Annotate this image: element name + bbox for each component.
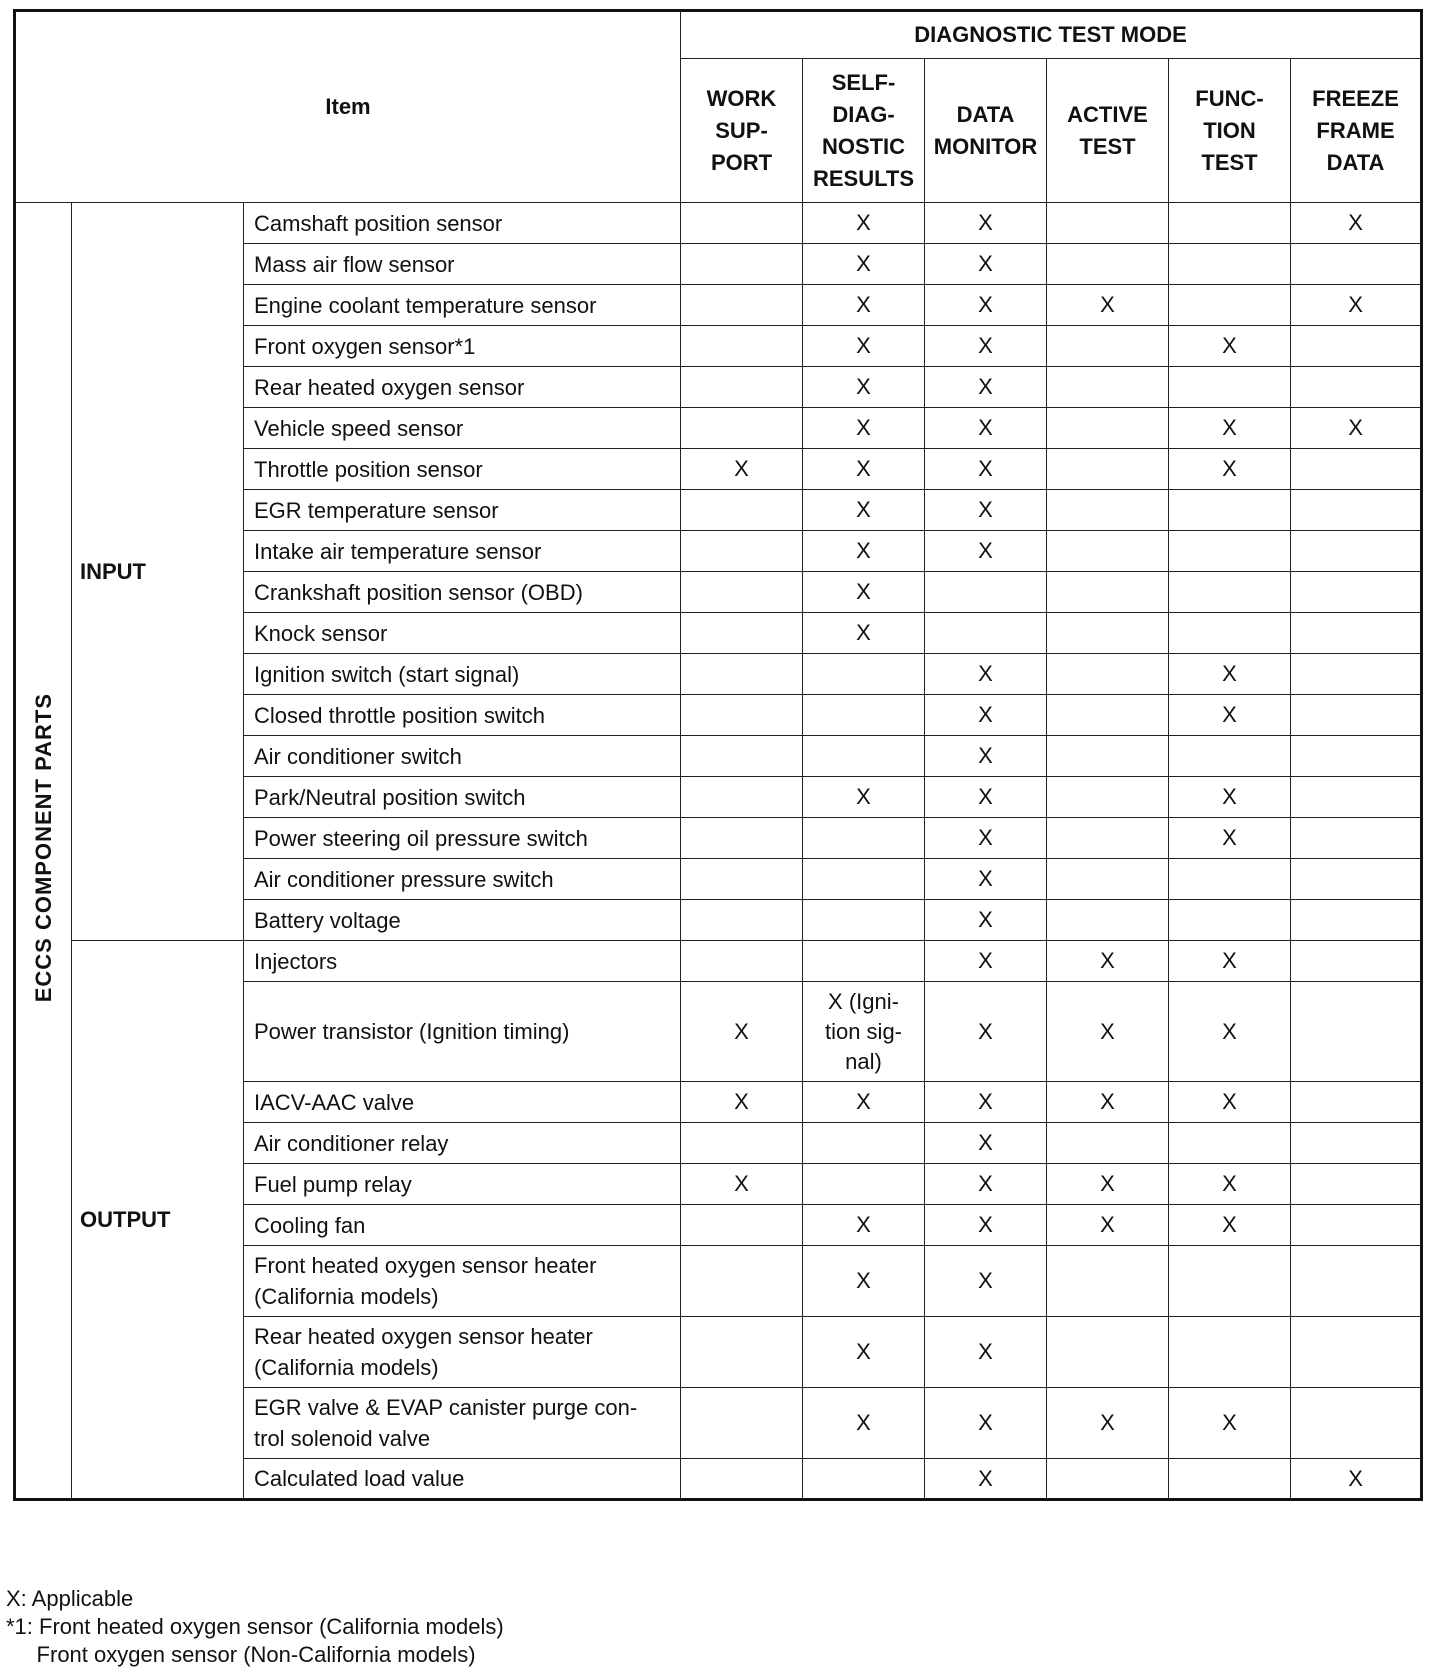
item-name: Throttle position sensor bbox=[244, 449, 681, 490]
mark-cell: X bbox=[925, 1388, 1047, 1459]
item-name: EGR valve & EVAP canister purge con- trol solenoid valve bbox=[244, 1388, 681, 1459]
group-label: ECCS COMPONENT PARTS bbox=[30, 692, 56, 1003]
column-header-line: PORT bbox=[710, 149, 773, 175]
mark-cell: X bbox=[803, 613, 925, 654]
mark-cell bbox=[1047, 613, 1169, 654]
mark-cell: X bbox=[803, 1082, 925, 1123]
item-name: Battery voltage bbox=[244, 900, 681, 941]
mark-cell bbox=[1169, 1123, 1291, 1164]
mark-cell: X bbox=[1169, 1388, 1291, 1459]
mark-cell: X bbox=[925, 244, 1047, 285]
mark-cell bbox=[681, 531, 803, 572]
mark-cell bbox=[1047, 490, 1169, 531]
column-header bbox=[925, 59, 1047, 203]
mark-cell bbox=[1169, 1317, 1291, 1388]
mark-cell bbox=[803, 1164, 925, 1205]
mark-cell bbox=[803, 654, 925, 695]
mark-cell: X bbox=[925, 203, 1047, 244]
mark-cell bbox=[803, 900, 925, 941]
mark-cell bbox=[1047, 244, 1169, 285]
mark-cell bbox=[1169, 1459, 1291, 1500]
mark-cell bbox=[681, 777, 803, 818]
diagnostic-test-mode-table bbox=[13, 9, 1423, 1501]
mark-cell bbox=[1047, 818, 1169, 859]
mark-cell bbox=[681, 941, 803, 982]
mark-cell: X bbox=[1169, 654, 1291, 695]
mark-cell bbox=[681, 408, 803, 449]
mark-cell: X bbox=[1169, 777, 1291, 818]
mark-cell bbox=[681, 859, 803, 900]
mark-cell bbox=[681, 572, 803, 613]
mark-cell bbox=[1291, 941, 1422, 982]
mark-cell: X bbox=[803, 572, 925, 613]
column-header-line: ACTIVE bbox=[1067, 101, 1148, 127]
mark-cell: X bbox=[803, 490, 925, 531]
mark-cell bbox=[803, 736, 925, 777]
mark-cell bbox=[1291, 777, 1422, 818]
item-name: Air conditioner relay bbox=[244, 1123, 681, 1164]
column-header bbox=[681, 59, 803, 203]
column-header-line: TEST bbox=[1079, 133, 1136, 159]
column-header-line: DATA bbox=[1326, 149, 1385, 175]
mark-cell bbox=[1047, 531, 1169, 572]
mark-cell: X bbox=[925, 490, 1047, 531]
mark-cell bbox=[1169, 613, 1291, 654]
mark-cell bbox=[681, 1123, 803, 1164]
column-header bbox=[803, 59, 925, 203]
column-header-line: TEST bbox=[1201, 149, 1258, 175]
mark-cell bbox=[1047, 326, 1169, 367]
mark-cell bbox=[1291, 818, 1422, 859]
mark-cell: X bbox=[1047, 285, 1169, 326]
mark-cell bbox=[681, 1205, 803, 1246]
mark-cell: X bbox=[1047, 1205, 1169, 1246]
footnote-1-continued: Front oxygen sensor (Non-California models) bbox=[6, 1642, 476, 1667]
mark-cell: X bbox=[925, 777, 1047, 818]
mark-cell bbox=[1291, 1123, 1422, 1164]
mark-cell bbox=[1169, 900, 1291, 941]
mark-cell bbox=[1291, 326, 1422, 367]
mark-cell: X bbox=[925, 859, 1047, 900]
mark-cell bbox=[681, 654, 803, 695]
mark-cell bbox=[803, 941, 925, 982]
mark-cell bbox=[1291, 1388, 1422, 1459]
mark-cell: X bbox=[1169, 326, 1291, 367]
mark-cell: X bbox=[1291, 203, 1422, 244]
mark-cell bbox=[1291, 654, 1422, 695]
mark-cell bbox=[1047, 367, 1169, 408]
mark-cell: X bbox=[1169, 1205, 1291, 1246]
mark-cell bbox=[681, 613, 803, 654]
item-name: Rear heated oxygen sensor bbox=[244, 367, 681, 408]
mark-cell bbox=[803, 1123, 925, 1164]
mark-cell: X bbox=[925, 1082, 1047, 1123]
item-name: Fuel pump relay bbox=[244, 1164, 681, 1205]
mark-cell bbox=[681, 490, 803, 531]
mark-cell bbox=[681, 736, 803, 777]
mark-cell: X bbox=[803, 367, 925, 408]
column-header-line: RESULTS bbox=[812, 165, 915, 191]
mark-cell bbox=[925, 572, 1047, 613]
mark-cell bbox=[1291, 244, 1422, 285]
mark-cell: X bbox=[803, 1317, 925, 1388]
mark-cell: X bbox=[925, 1164, 1047, 1205]
item-name: Air conditioner switch bbox=[244, 736, 681, 777]
mark-cell: X bbox=[1169, 1082, 1291, 1123]
mark-cell bbox=[1291, 1205, 1422, 1246]
mark-cell: X bbox=[925, 818, 1047, 859]
mark-cell bbox=[1169, 859, 1291, 900]
column-header-line: SELF- bbox=[831, 69, 896, 95]
mark-cell bbox=[1047, 654, 1169, 695]
item-name: Park/Neutral position switch bbox=[244, 777, 681, 818]
mark-cell bbox=[803, 818, 925, 859]
item-name: IACV-AAC valve bbox=[244, 1082, 681, 1123]
mark-cell: X bbox=[803, 285, 925, 326]
mark-cell bbox=[1047, 1317, 1169, 1388]
mark-cell bbox=[1291, 1082, 1422, 1123]
mark-cell bbox=[1169, 244, 1291, 285]
mark-cell bbox=[1047, 203, 1169, 244]
mark-cell: X bbox=[925, 326, 1047, 367]
mark-cell bbox=[1291, 900, 1422, 941]
item-name: Crankshaft position sensor (OBD) bbox=[244, 572, 681, 613]
item-name: Engine coolant temperature sensor bbox=[244, 285, 681, 326]
mark-cell: X bbox=[803, 449, 925, 490]
item-header: Item bbox=[15, 11, 681, 203]
column-header-line: DIAG- bbox=[832, 101, 895, 127]
mark-cell: X bbox=[1169, 982, 1291, 1082]
mark-cell: X bbox=[925, 1246, 1047, 1317]
column-header-line: DATA bbox=[956, 101, 1015, 127]
mark-cell bbox=[681, 1388, 803, 1459]
mark-cell: X bbox=[925, 408, 1047, 449]
mark-cell: X bbox=[1047, 1082, 1169, 1123]
mark-cell bbox=[1047, 736, 1169, 777]
item-name: Front heated oxygen sensor heater (California models) bbox=[244, 1246, 681, 1317]
mark-cell bbox=[1169, 736, 1291, 777]
mark-cell: X bbox=[803, 326, 925, 367]
mark-cell: X bbox=[1047, 941, 1169, 982]
mark-cell: X bbox=[1291, 408, 1422, 449]
mark-cell: X bbox=[925, 941, 1047, 982]
mark-cell: X bbox=[925, 736, 1047, 777]
mark-cell: X bbox=[803, 408, 925, 449]
mark-cell: X bbox=[925, 1317, 1047, 1388]
mark-cell: X bbox=[925, 900, 1047, 941]
mark-cell bbox=[1291, 490, 1422, 531]
mark-cell bbox=[1291, 1317, 1422, 1388]
mark-cell bbox=[681, 285, 803, 326]
mark-cell bbox=[1047, 1246, 1169, 1317]
mark-cell: X bbox=[1291, 1459, 1422, 1500]
mark-cell: X bbox=[1047, 1388, 1169, 1459]
item-name: Cooling fan bbox=[244, 1205, 681, 1246]
column-header bbox=[1169, 59, 1291, 203]
mark-cell: X bbox=[803, 1205, 925, 1246]
mark-cell bbox=[1169, 572, 1291, 613]
mark-cell bbox=[1291, 367, 1422, 408]
column-header-line: FUNC- bbox=[1195, 85, 1264, 111]
mark-cell bbox=[681, 244, 803, 285]
mark-cell: X bbox=[925, 449, 1047, 490]
item-name: Calculated load value bbox=[244, 1459, 681, 1500]
mark-cell bbox=[1291, 859, 1422, 900]
mark-cell bbox=[1169, 203, 1291, 244]
mark-cell: X bbox=[925, 982, 1047, 1082]
mark-cell bbox=[1291, 613, 1422, 654]
mark-cell: X bbox=[681, 1164, 803, 1205]
table-row bbox=[15, 203, 1422, 244]
column-header bbox=[1047, 59, 1169, 203]
mark-cell bbox=[1047, 572, 1169, 613]
mark-cell bbox=[803, 695, 925, 736]
mark-cell bbox=[1047, 408, 1169, 449]
mark-cell: X bbox=[925, 654, 1047, 695]
mark-cell: X bbox=[1169, 449, 1291, 490]
mark-cell bbox=[925, 613, 1047, 654]
item-name: Mass air flow sensor bbox=[244, 244, 681, 285]
mark-cell: X bbox=[1047, 1164, 1169, 1205]
mark-cell bbox=[1169, 1246, 1291, 1317]
column-header-line: SUP- bbox=[715, 117, 768, 143]
diagnostic-test-mode-header: DIAGNOSTIC TEST MODE bbox=[681, 11, 1422, 59]
mark-cell: X bbox=[925, 531, 1047, 572]
footnotes bbox=[6, 1585, 504, 1669]
mark-cell bbox=[681, 326, 803, 367]
item-name: Injectors bbox=[244, 941, 681, 982]
mark-cell bbox=[1047, 449, 1169, 490]
mark-cell bbox=[1169, 490, 1291, 531]
mark-cell: X bbox=[803, 244, 925, 285]
mark-cell: X bbox=[1169, 695, 1291, 736]
footnote-legend: X: Applicable bbox=[6, 1586, 134, 1611]
item-name: Power steering oil pressure switch bbox=[244, 818, 681, 859]
mark-cell bbox=[1047, 900, 1169, 941]
mark-cell: X (Igni- tion sig- nal) bbox=[803, 982, 925, 1082]
column-header-line: NOSTIC bbox=[821, 133, 906, 159]
footnote-1: *1: Front heated oxygen sensor (California models) bbox=[6, 1614, 504, 1639]
column-header bbox=[1291, 59, 1422, 203]
mark-cell: X bbox=[1169, 408, 1291, 449]
mark-cell: X bbox=[925, 1123, 1047, 1164]
column-header-line: WORK bbox=[706, 85, 777, 111]
mark-cell bbox=[1291, 982, 1422, 1082]
mark-cell bbox=[681, 1459, 803, 1500]
mark-cell bbox=[1169, 367, 1291, 408]
mark-cell: X bbox=[803, 777, 925, 818]
item-name: Air conditioner pressure switch bbox=[244, 859, 681, 900]
mark-cell bbox=[1047, 859, 1169, 900]
column-header-line: MONITOR bbox=[933, 133, 1038, 159]
mark-cell: X bbox=[803, 531, 925, 572]
group-label-cell bbox=[15, 203, 72, 1500]
mark-cell: X bbox=[1169, 818, 1291, 859]
item-name: Power transistor (Ignition timing) bbox=[244, 982, 681, 1082]
mark-cell bbox=[1047, 777, 1169, 818]
item-name: Camshaft position sensor bbox=[244, 203, 681, 244]
item-name: Closed throttle position switch bbox=[244, 695, 681, 736]
mark-cell bbox=[1169, 285, 1291, 326]
column-header-line: TION bbox=[1203, 117, 1256, 143]
item-name: Ignition switch (start signal) bbox=[244, 654, 681, 695]
item-name: Knock sensor bbox=[244, 613, 681, 654]
mark-cell bbox=[803, 1459, 925, 1500]
mark-cell bbox=[1291, 695, 1422, 736]
mark-cell: X bbox=[1047, 982, 1169, 1082]
mark-cell bbox=[1047, 695, 1169, 736]
mark-cell: X bbox=[925, 367, 1047, 408]
mark-cell: X bbox=[681, 1082, 803, 1123]
mark-cell bbox=[1291, 1164, 1422, 1205]
section-label: INPUT bbox=[72, 203, 244, 941]
mark-cell: X bbox=[925, 285, 1047, 326]
mark-cell bbox=[681, 900, 803, 941]
mark-cell bbox=[681, 818, 803, 859]
mark-cell bbox=[1291, 531, 1422, 572]
mark-cell: X bbox=[925, 695, 1047, 736]
mark-cell: X bbox=[925, 1205, 1047, 1246]
mark-cell: X bbox=[803, 1246, 925, 1317]
mark-cell: X bbox=[681, 982, 803, 1082]
mark-cell bbox=[1291, 736, 1422, 777]
mark-cell: X bbox=[803, 1388, 925, 1459]
mark-cell bbox=[681, 695, 803, 736]
mark-cell: X bbox=[681, 449, 803, 490]
mark-cell bbox=[681, 367, 803, 408]
section-label: OUTPUT bbox=[72, 941, 244, 1500]
item-name: Vehicle speed sensor bbox=[244, 408, 681, 449]
mark-cell bbox=[803, 859, 925, 900]
mark-cell: X bbox=[1169, 1164, 1291, 1205]
mark-cell bbox=[1047, 1123, 1169, 1164]
column-header-line: FRAME bbox=[1316, 117, 1395, 143]
mark-cell bbox=[681, 203, 803, 244]
mark-cell: X bbox=[925, 1459, 1047, 1500]
mark-cell: X bbox=[1169, 941, 1291, 982]
mark-cell bbox=[1291, 572, 1422, 613]
item-name: Front oxygen sensor*1 bbox=[244, 326, 681, 367]
mark-cell bbox=[1291, 1246, 1422, 1317]
mark-cell bbox=[681, 1246, 803, 1317]
column-header-line: FREEZE bbox=[1312, 85, 1399, 111]
mark-cell bbox=[1169, 531, 1291, 572]
mark-cell bbox=[1291, 449, 1422, 490]
item-name: Rear heated oxygen sensor heater (California models) bbox=[244, 1317, 681, 1388]
mark-cell: X bbox=[1291, 285, 1422, 326]
mark-cell bbox=[681, 1317, 803, 1388]
item-name: EGR temperature sensor bbox=[244, 490, 681, 531]
mark-cell bbox=[1047, 1459, 1169, 1500]
item-name: Intake air temperature sensor bbox=[244, 531, 681, 572]
table-row bbox=[15, 941, 1422, 982]
mark-cell: X bbox=[803, 203, 925, 244]
